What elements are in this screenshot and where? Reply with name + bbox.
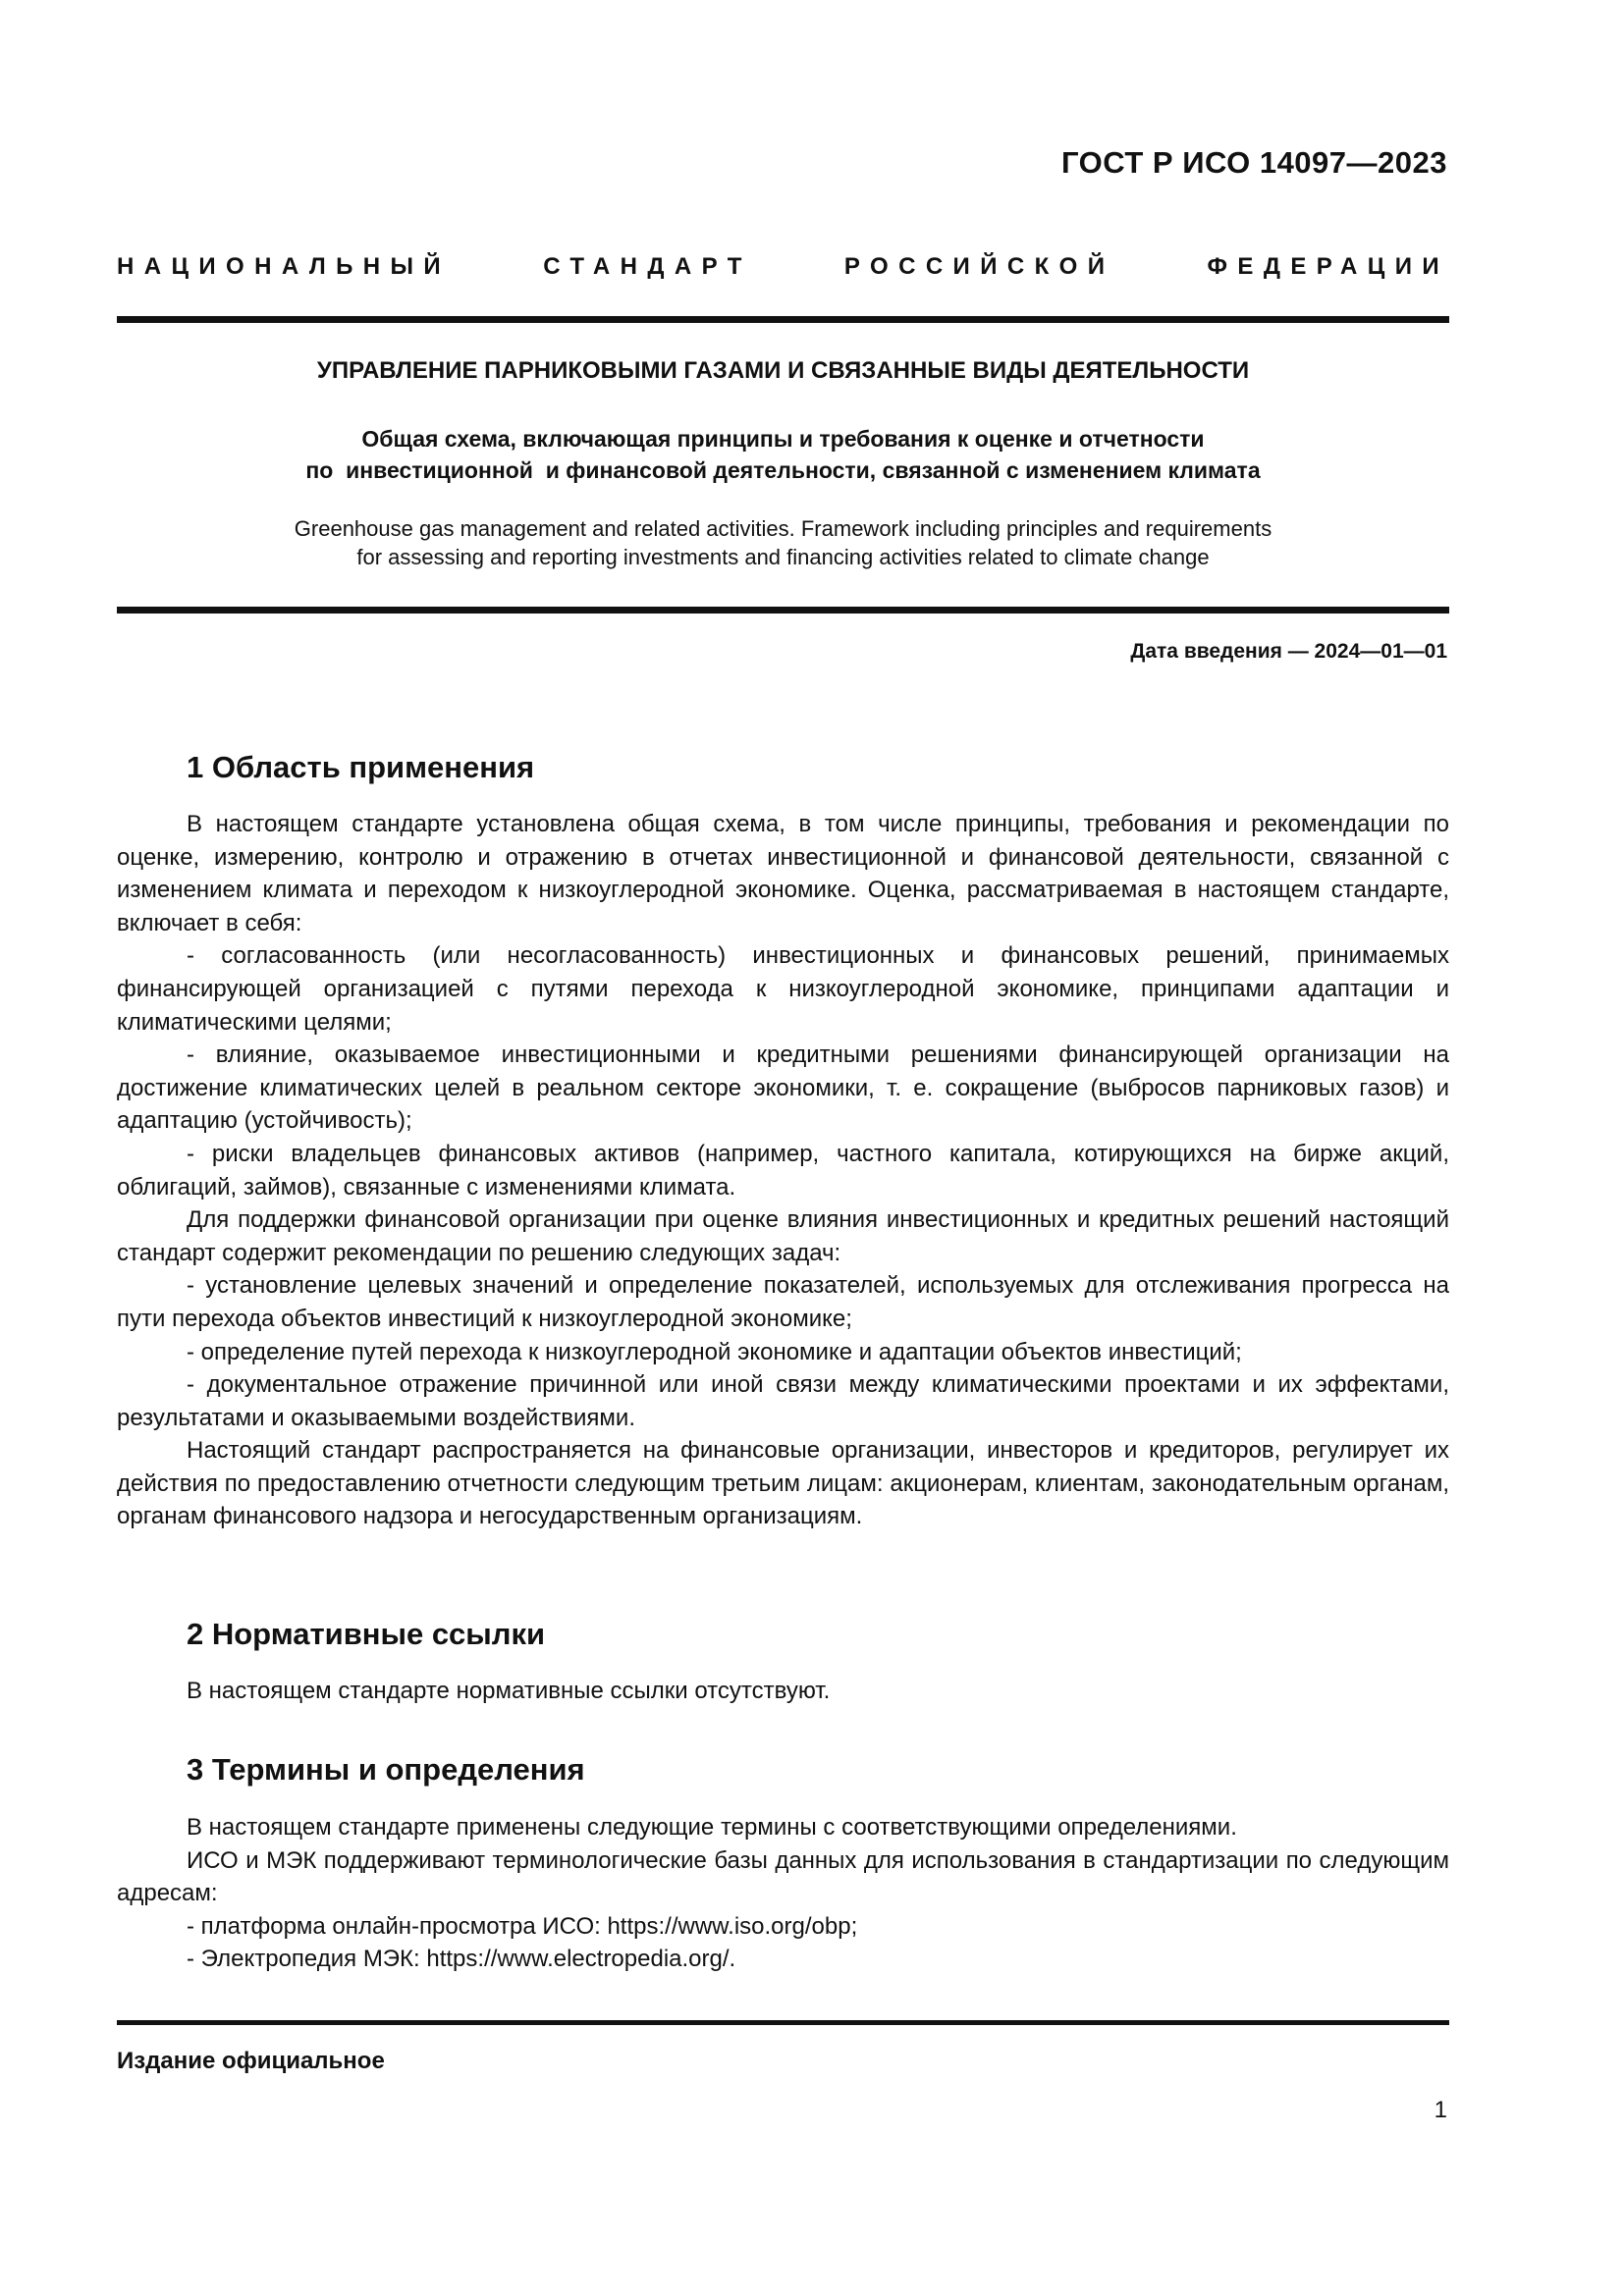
document-title: УПРАВЛЕНИЕ ПАРНИКОВЫМИ ГАЗАМИ И СВЯЗАННЫЕ ВИДЫ ДЕЯТЕЛЬНОСТИ bbox=[316, 357, 1250, 384]
paragraph: В настоящем стандарте установлена общая схема, в том числе принципы, требования и рекомендации по оценке, измерению, контролю и отражению в отчетах инвестиционной и финансовой деятельности, связанной с изменением климата и переходом к низкоуглеродной экономике. Оценка, рассматриваемая в настоящем стандарте, включает в себя: bbox=[117, 811, 1449, 936]
english-title bbox=[117, 514, 1449, 571]
section-3-body bbox=[117, 1811, 1449, 1976]
paragraph: Для поддержки финансовой организации при оценке влияния инвестиционных и кредитных решений настоящий стандарт содержит рекомендации по решению следующих задач: bbox=[117, 1206, 1449, 1266]
list-item: - документальное отражение причинной или иной связи между климатическими проектами и их эффектами, результатами и оказываемыми воздействиями. bbox=[117, 1371, 1449, 1431]
national-standard-banner: НАЦИОНАЛЬНЫЙ СТАНДАРТ РОССИЙСКОЙ ФЕДЕРАЦИИ bbox=[117, 253, 1449, 280]
paragraph: Настоящий стандарт распространяется на финансовые организации, инвесторов и кредиторов, регулирует их действия по предоставлению отчетности следующим третьим лицам: акционерам, клиентам, законодательным органам, органам финансового надзора и негосударственным организациям. bbox=[117, 1437, 1449, 1530]
list-item: - платформа онлайн-просмотра ИСО: https://www.iso.org/obp; bbox=[187, 1912, 858, 1940]
english-title-line: for assessing and reporting investments and financing activities related to climate change bbox=[356, 545, 1210, 569]
list-item: - согласованность (или несогласованность) инвестиционных и финансовых решений, принимаемых финансирующей организацией с путями перехода к низкоуглеродной экономике, принципами адаптации и климатическими целями; bbox=[117, 942, 1449, 1036]
section-3-heading: 3 Термины и определения bbox=[187, 1752, 585, 1787]
middle-divider bbox=[117, 607, 1449, 614]
section-2-body bbox=[117, 1675, 1449, 1708]
list-item: - риски владельцев финансовых активов (например, частного капитала, котирующихся на бирже акций, облигаций, займов), связанные с изменениями климата. bbox=[117, 1140, 1449, 1201]
paragraph: В настоящем стандарте применены следующие термины с соответствующими определениями. bbox=[187, 1814, 1237, 1841]
standard-code: ГОСТ Р ИСО 14097—2023 bbox=[1060, 145, 1447, 180]
introduction-date: Дата введения — 2024—01—01 bbox=[1130, 640, 1447, 663]
section-2-heading: 2 Нормативные ссылки bbox=[187, 1617, 546, 1651]
list-item: - установление целевых значений и определение показателей, используемых для отслеживания прогресса на пути перехода объектов инвестиций к низкоуглеродной экономике; bbox=[117, 1272, 1449, 1332]
section-1-body bbox=[117, 808, 1449, 1533]
list-item: - влияние, оказываемое инвестиционными и кредитными решениями финансирующей организации на достижение климатических целей в реальном секторе экономики, т. е. сокращение (выбросов парниковых газов) и адаптацию (устойчивость); bbox=[117, 1041, 1449, 1135]
footer-divider bbox=[117, 2020, 1449, 2025]
list-item: - определение путей перехода к низкоуглеродной экономике и адаптации объектов инвестиций; bbox=[187, 1338, 1242, 1365]
official-edition-label: Издание официальное bbox=[117, 2048, 385, 2074]
subtitle-line: Общая схема, включающая принципы и требования к оценке и отчетности bbox=[361, 426, 1205, 452]
document-subtitle bbox=[117, 423, 1449, 486]
section-1-heading: 1 Область применения bbox=[187, 750, 535, 784]
page-number: 1 bbox=[1434, 2097, 1447, 2123]
paragraph: В настоящем стандарте нормативные ссылки отсутствуют. bbox=[187, 1678, 831, 1704]
top-divider bbox=[117, 316, 1449, 323]
paragraph: ИСО и МЭК поддерживают терминологические базы данных для использования в стандартизации по следующим адресам: bbox=[117, 1846, 1449, 1907]
english-title-line: Greenhouse gas management and related activities. Framework including principles and requirements bbox=[294, 516, 1272, 541]
subtitle-line: по инвестиционной и финансовой деятельности, связанной с изменением климата bbox=[305, 457, 1261, 483]
list-item: - Электропедия МЭК: https://www.electropedia.org/. bbox=[187, 1946, 736, 1973]
